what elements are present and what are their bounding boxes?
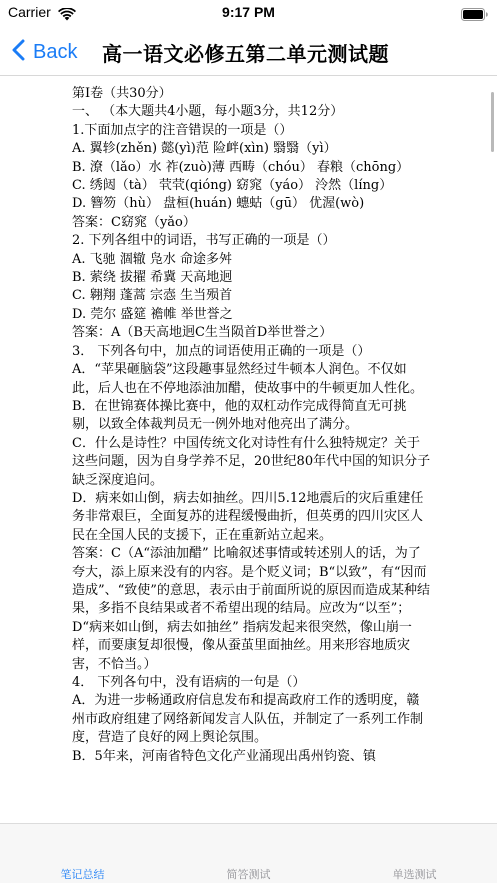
document-line: 一、 （本大题共4小题，每小题3分，共12分） <box>72 104 344 120</box>
document-line: B．在世锦赛体操比赛中，他的双杠动作完成得简直无可挑剔，以致全体裁判员无一例外地对他亮出了满分。 <box>72 398 407 433</box>
document-line: D．病来如山倒，病去如抽丝。四川5.12地震后的灾后重建任务非常艰巨，全面复苏的进程缓慢曲折，但英勇的四川灾区人民在全国人民的支援下，正在重新站立起来。 <box>72 490 424 543</box>
document-line: 答案：A（B天高地迥C生当陨首D举世誉之） <box>72 325 333 341</box>
document-view[interactable] <box>0 77 497 823</box>
tab-notes-summary[interactable] <box>0 824 165 883</box>
document-line: 答案：C（A“添油加醋” 比喻叙述事情或转述别人的话，为了夸大，添上原来没有的内容。是个贬义词；B“以致”，有“因而造成”、“致使”的意思，表示由于前面所说的原因而造成某种结果，多指不良结果或者不希望出现的结局。应改为“以至”；D“病来如山倒，病去如抽丝” 指病发起来很突然，像山崩一样，而要康复却很慢，像从蚕茧里面抽丝。用来形容地质灾害，不恰当。） <box>72 546 430 672</box>
document-line: A. 翼轸(zhěn) 懿(yì)范 险衅(xìn) 翳翳（yì） <box>72 141 337 157</box>
document-line: 4． 下列各句中，没有语病的一句是（） <box>72 675 306 690</box>
tab-bar <box>0 823 497 883</box>
document-line: 3． 下列各句中，加点的词语使用正确的一项是（） <box>72 343 371 359</box>
status-time: 9:17 PM <box>222 4 275 20</box>
carrier-label: Carrier <box>8 4 51 20</box>
document-line: 2. 下列各组中的词语，书写正确的一项是（） <box>72 233 336 249</box>
document-line: D. 莞尔 盛筵 襜帷 举世誉之 <box>72 306 233 322</box>
tab-label: 笔记总结 <box>60 868 105 881</box>
document-line: D. 簪笏（hù） 盘桓(huán) 蟪蛄（gū） 优渥(wò) <box>72 196 365 212</box>
battery-icon <box>461 6 489 25</box>
document-line: 答案：C窈窕（yǎo） <box>72 214 196 230</box>
document-line: B. 萦绕 拔擢 希冀 天高地迥 <box>72 270 233 286</box>
document-line: 1.下面加点字的注音错误的一项是（） <box>72 122 293 138</box>
document-line: C. 翱翔 蓬蒿 宗悫 生当殒首 <box>72 288 233 304</box>
document-line: B. 潦（lǎo）水 祚(zuò)薄 西畴（chóu） 春粮（chōng） <box>72 159 410 175</box>
tab-label: 简答测试 <box>226 868 271 881</box>
chevron-left-icon <box>12 39 25 65</box>
status-bar <box>0 0 497 28</box>
document-line: C．什么是诗性？中国传统文化对诗性有什么独特规定？关于这些问题，因为自身学养不足，20世纪80年代中国的知识分子缺乏深度追问。 <box>72 435 431 488</box>
back-label: Back <box>33 40 78 63</box>
tab-short-answer-test[interactable] <box>166 824 331 883</box>
document-line: 第Ⅰ卷（共30分） <box>72 86 172 101</box>
page-title: 高一语文必修五第二单元测试题 <box>102 42 389 66</box>
tab-single-choice-test[interactable] <box>332 824 497 883</box>
back-button[interactable] <box>12 36 77 68</box>
document-line: A. 飞驰 涸辙 凫水 命途多舛 <box>72 251 233 267</box>
document-line: C. 绣闼（tà） 茕茕(qióng) 窈窕（yáo） 泠然（líng） <box>72 178 393 194</box>
tab-label: 单选测试 <box>392 868 437 881</box>
document-text <box>72 85 432 766</box>
document-line: A．“苹果砸脑袋”这段趣事显然经过牛顿本人润色。不仅如此，后人也在不停地添油加醋，使故事中的牛顿更加人性化。 <box>72 362 424 396</box>
document-line: B．5年来，河南省特色文化产业涌现出禹州钧瓷、镇 <box>72 748 376 764</box>
document-line: A．为进一步畅通政府信息发布和提高政府工作的透明度，赣州市政府组建了网络新闻发言人队伍，并制定了一系列工作制度，营造了良好的网上舆论氛围。 <box>72 693 424 746</box>
vertical-scrollbar[interactable] <box>491 92 494 152</box>
navigation-bar <box>0 28 497 76</box>
